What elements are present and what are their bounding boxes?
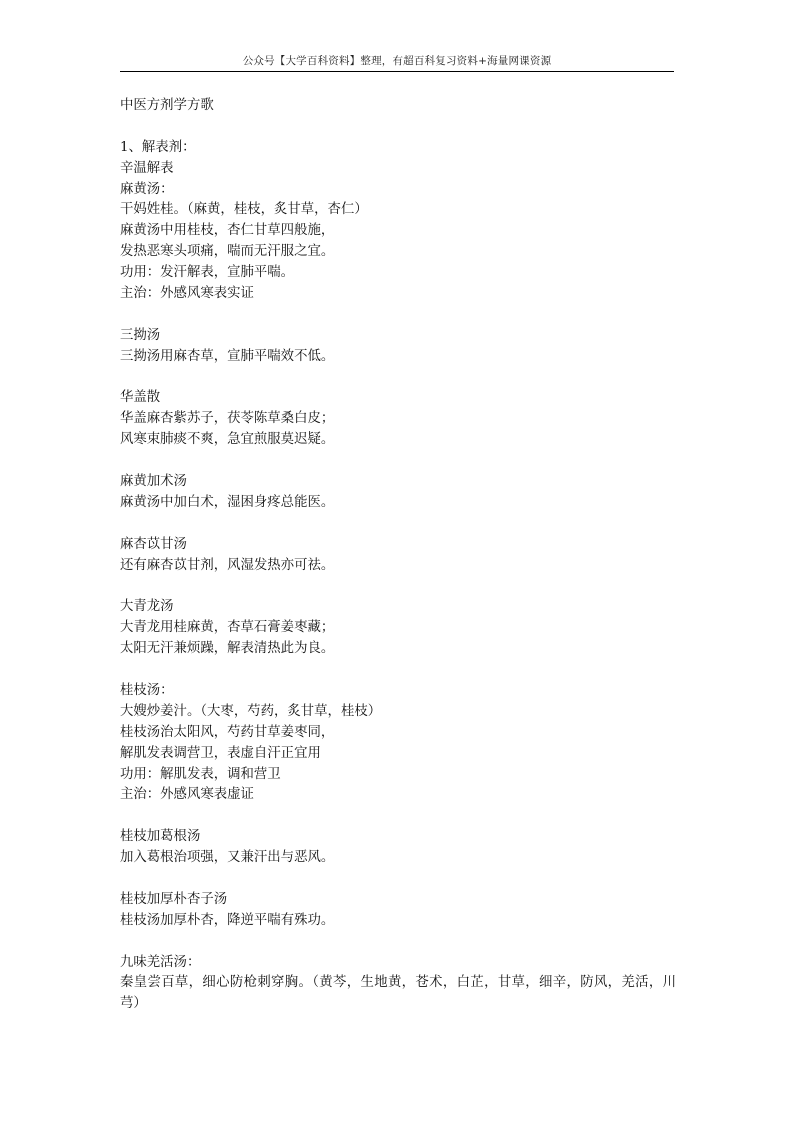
formula-line: 大青龙用桂麻黄，杏草石膏姜枣藏；: [120, 620, 335, 636]
blank-line: [120, 305, 676, 326]
formula-name: 桂枝加葛根汤: [120, 829, 201, 845]
chapter-heading: 1、解表剂：: [120, 139, 196, 155]
formula-name: 麻杏苡甘汤: [120, 536, 187, 552]
formula-name: 桂枝加厚朴杏子汤: [120, 891, 228, 907]
blank-line: [120, 576, 676, 597]
formula-line: 发热恶寒头项痛，喘而无汗服之宜。: [120, 244, 335, 260]
blank-line: [120, 869, 676, 890]
blank-line: [120, 117, 676, 138]
subchapter-heading: 辛温解表: [120, 160, 174, 176]
formula-name: 桂枝汤：: [120, 682, 174, 698]
formula-line: 还有麻杏苡甘剂，风湿发热亦可祛。: [120, 557, 335, 573]
formula-line: 秦皇尝百草，细心防枪刺穿胸。（黄芩，生地黄，苍术，白芷，甘草，细辛，防风，羌活，川芎）: [120, 975, 676, 1012]
formula-mahuang: [120, 180, 676, 305]
formula-line: 华盖麻杏紫苏子，茯苓陈草桑白皮；: [120, 411, 335, 427]
formula-name: 三拗汤: [120, 327, 161, 343]
formula-jiuweiqianghuo: [120, 953, 676, 1016]
formula-line: 麻黄汤中用桂枝，杏仁甘草四般施，: [120, 223, 335, 239]
formula-line: 太阳无汗兼烦躁，解表清热此为良。: [120, 641, 335, 657]
formula-line: 干妈姓桂。（麻黄，桂枝，炙甘草，杏仁）: [120, 202, 368, 218]
formula-line: 大嫂炒姜汁。（大枣，芍药，炙甘草，桂枝）: [120, 703, 382, 719]
formula-daqinglong: [120, 597, 676, 660]
formula-line: 桂枝汤加厚朴杏，降逆平喘有殊功。: [120, 912, 335, 928]
formula-line: 主治：外感风寒表实证: [120, 286, 254, 302]
formula-line: 解肌发表调营卫，表虚自汗正宜用: [120, 745, 321, 761]
formula-guizhihoupo: [120, 890, 676, 932]
blank-line: [120, 660, 676, 681]
formula-name: 麻黄汤：: [120, 181, 174, 197]
document-title: 中医方剂学方歌: [120, 98, 214, 113]
blank-line: [120, 451, 676, 472]
page-header: 公众号【大学百科资料】整理，有超百科复习资料+海量网课资源: [242, 55, 552, 67]
blank-line: [120, 368, 676, 389]
formula-name: 华盖散: [120, 390, 161, 406]
formula-name: 大青龙汤: [120, 599, 174, 615]
formula-line: 三拗汤用麻杏草，宣肺平喘效不低。: [120, 348, 335, 364]
formula-sanao: [120, 326, 676, 368]
formula-huagai: [120, 388, 676, 451]
formula-line: 功用：发汗解表，宣肺平喘。: [120, 265, 295, 281]
formula-line: 麻黄汤中加白术，湿困身疼总能医。: [120, 494, 335, 510]
header-divider: [120, 71, 674, 72]
formula-line: 桂枝汤治太阳风，芍药甘草姜枣同，: [120, 724, 335, 740]
formula-name: 麻黄加术汤: [120, 474, 187, 490]
formula-name: 九味羌活汤：: [120, 954, 201, 970]
formula-mahuangjiazhu: [120, 472, 676, 514]
formula-line: 加入葛根治项强，又兼汗出与恶风。: [120, 850, 335, 866]
formula-guizhi: [120, 681, 676, 806]
blank-line: [120, 514, 676, 535]
formula-line: 风寒束肺痰不爽，急宜煎服莫迟疑。: [120, 432, 335, 448]
document-body: [120, 96, 676, 1015]
blank-line: [120, 932, 676, 953]
formula-line: 主治：外感风寒表虚证: [120, 787, 254, 803]
formula-line: 功用：解肌发表，调和营卫: [120, 766, 281, 782]
blank-line: [120, 806, 676, 827]
formula-maxingyigan: [120, 535, 676, 577]
formula-guizhigegen: [120, 827, 676, 869]
